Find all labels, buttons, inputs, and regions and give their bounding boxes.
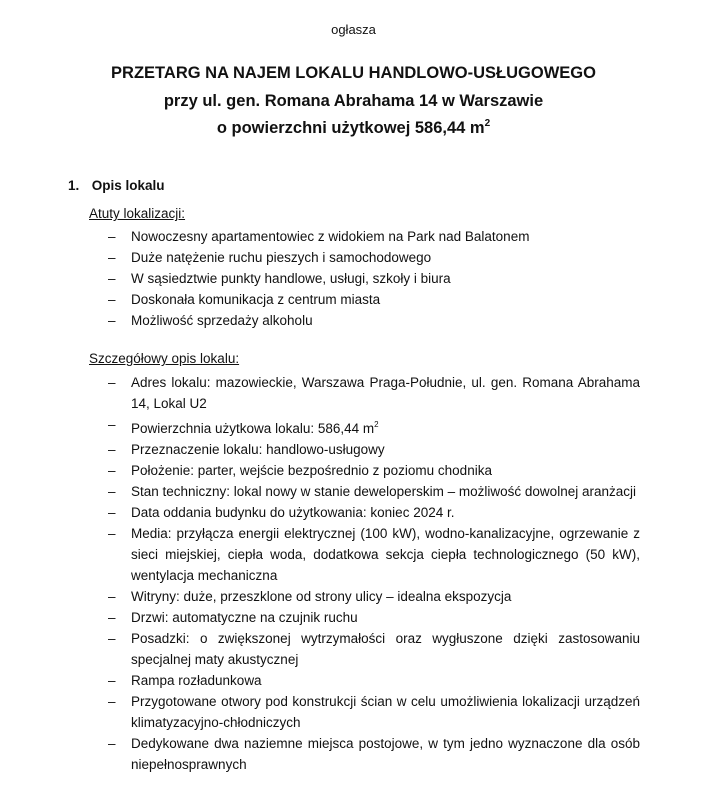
dash-bullet: – [108, 375, 116, 390]
section-number: 1. [68, 178, 80, 193]
announce-text: ogłasza [331, 22, 376, 37]
list-item [0, 460, 640, 481]
list-item-text: Powierzchnia użytkowa lokalu: 586,44 $m^2$ [131, 420, 379, 436]
dash-bullet: – [108, 673, 116, 688]
list-item [0, 414, 640, 439]
section-title: Opis lokalu [91, 178, 165, 193]
opis-list [0, 372, 640, 775]
list-item [0, 481, 640, 502]
list-item-text: Doskonała komunikacja z centrum miasta [131, 292, 381, 307]
dash-bullet: – [108, 313, 116, 328]
area-superscript: 2 [374, 420, 379, 429]
list-item [0, 523, 640, 586]
list-item [0, 586, 640, 607]
section-heading [68, 178, 165, 193]
dash-bullet: – [108, 589, 116, 604]
list-item [0, 691, 640, 733]
list-item [0, 247, 640, 268]
dash-bullet: – [108, 631, 116, 646]
dash-bullet: – [108, 250, 116, 265]
atuty-list [0, 226, 640, 331]
list-item [0, 628, 640, 670]
list-item-text: W sąsiedztwie punkty handlowe, usługi, szkoły i biura [131, 271, 451, 286]
list-item-text: Posadzki: o zwiększonej wytrzymałości oraz wygłuszone dzięki zastosowaniu specjalnej maty akustycznej [131, 631, 640, 667]
dash-bullet: – [108, 484, 116, 499]
list-item [0, 289, 640, 310]
dash-bullet: – [108, 229, 116, 244]
list-item [0, 439, 640, 460]
title-line-1: PRZETARG NA NAJEM LOKALU HANDLOWO-USŁUGOWEGO [111, 64, 596, 82]
title-line-3-text: o powierzchni użytkowej 586,44 m [216, 119, 485, 137]
list-item-text: Duże natężenie ruchu pieszych i samochodowego [131, 250, 432, 265]
list-item [0, 670, 640, 691]
dash-bullet: – [108, 736, 116, 751]
list-item-text: Położenie: parter, wejście bezpośrednio z poziomu chodnika [131, 463, 492, 478]
dash-bullet: – [108, 417, 116, 432]
dash-bullet: – [108, 610, 116, 625]
list-item-text: Przygotowane otwory pod konstrukcji ścian w celu umożliwienia lokalizacji urządzeń klimatyzacyjno-chłodniczych [131, 694, 640, 730]
atuty-heading: Atuty lokalizacji: [89, 206, 186, 221]
list-item [0, 226, 640, 247]
list-item-text: Stan techniczny: lokal nowy w stanie deweloperskim – możliwość dowolnej aranżacji [131, 484, 636, 499]
title-line-3 [0, 118, 707, 138]
dash-bullet: – [108, 463, 116, 478]
opis-heading: Szczegółowy opis lokalu: [89, 351, 240, 366]
list-item-text: Witryny: duże, przeszklone od strony ulicy – idealna ekspozycja [131, 589, 512, 604]
dash-bullet: – [108, 271, 116, 286]
dash-bullet: – [108, 526, 116, 541]
list-item-text: Nowoczesny apartamentowiec z widokiem na Park nad Balatonem [131, 229, 530, 244]
dash-bullet: – [108, 505, 116, 520]
list-item-text: Data oddania budynku do użytkowania: koniec 2024 r. [131, 505, 455, 520]
list-item-text: Media: przyłącza energii elektrycznej (100 kW), wodno-kanalizacyjne, ogrzewanie z sieci miejskiej, ciepła woda, dodatkowa sekcja ciepła technologicznego (50 kW), wentylacja mechaniczna [131, 526, 640, 583]
dash-bullet: – [108, 694, 116, 709]
list-item [0, 372, 640, 414]
list-item [0, 310, 640, 331]
list-item-text: Rampa rozładunkowa [131, 673, 262, 688]
list-item [0, 733, 640, 775]
list-item-text: Dedykowane dwa naziemne miejsca postojowe, w tym jedno wyznaczone dla osób niepełnosprawnych [131, 736, 640, 772]
list-item-text: Przeznaczenie lokalu: handlowo-usługowy [131, 442, 385, 457]
dash-bullet: – [108, 442, 116, 457]
list-item [0, 607, 640, 628]
list-item-text: Adres lokalu: mazowieckie, Warszawa Praga-Południe, ul. gen. Romana Abrahama 14, Lokal U2 [131, 375, 640, 411]
list-item-text: Możliwość sprzedaży alkoholu [131, 313, 313, 328]
list-item [0, 268, 640, 289]
list-item-text: Drzwi: automatyczne na czujnik ruchu [131, 610, 358, 625]
title-line-2: przy ul. gen. Romana Abrahama 14 w Warszawie [163, 92, 544, 110]
dash-bullet: – [108, 292, 116, 307]
list-item [0, 502, 640, 523]
title-superscript: 2 [484, 118, 491, 129]
